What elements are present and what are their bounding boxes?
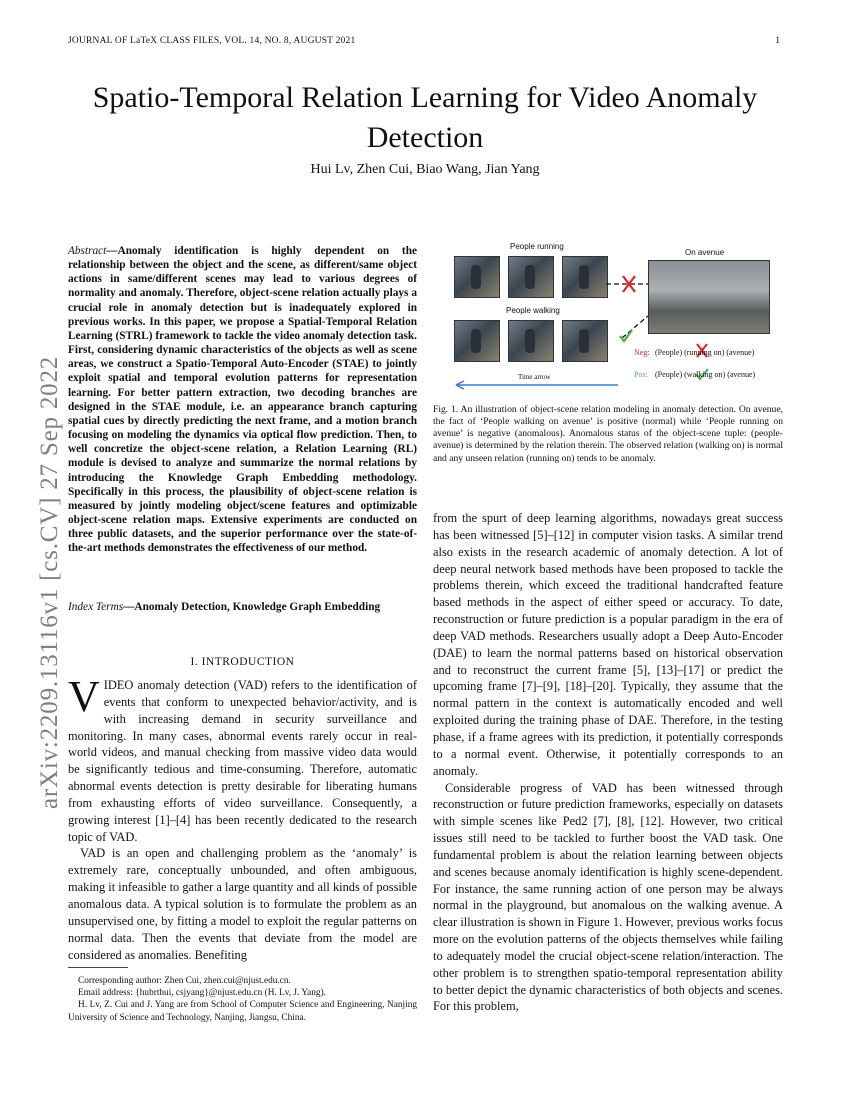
section-heading-introduction: I. INTRODUCTION <box>190 656 295 668</box>
intro-paragraph-1: IDEO anomaly detection (VAD) refers to the identification of events that conform to unexpected behavior/activity, and is with increasing demand in security surveillance and monitoring. In many cases, abnormal events rarely occur in real-world videos, and manual checking from massive video data would be significantly tedious and time-consuming. Therefore, automatic abnormal events detection is pretty desirable for liberating humans from exhausting efforts of video surveillance. Consequently, a growing interest [1]–[4] has been recently dedicated to the research topic of VAD. <box>68 678 417 844</box>
page-number: 1 <box>775 36 780 46</box>
index-terms-text: —Anomaly Detection, Knowledge Graph Embedding <box>123 601 381 613</box>
abstract <box>68 244 417 555</box>
label-people-walking: People walking <box>506 306 560 315</box>
pos-label: Pos: <box>634 370 648 379</box>
pos-tuple: (People) (walking on) (avenue) <box>655 370 756 379</box>
figure-1-caption: Fig. 1. An illustration of object-scene relation modeling in anomaly detection. On avenue, the fact of ‘People walking on avenue’ is positive (normal) while ‘People running on avenue’ is negative (anomalous). Anomalous status of the object-scene tuple: (people-avenue) is determined by the relation therein. The observed relation (walking on) is normal and any unseen relation (running on) tends to be anomaly. <box>433 404 783 464</box>
index-terms-label: Index Terms <box>68 601 124 613</box>
introduction-left-column <box>68 672 417 963</box>
footnote-rule <box>68 967 128 968</box>
intro-paragraph-3: from the spurt of deep learning algorithms, nowadays great success has been witnessed [5]–[12] in computer vision tasks. A similar trend also exists in the research academic of anomaly detection. A lot of deep neural network based methods have been proposed to tackle the problems therein, which exceed the traditional handcrafted feature based methods in the aspect of either speed or accuracy. To date, reconstruction or future prediction is a popular paradigm in the era of deep VAD methods. Researchers usually adopt a Deep Auto-Encoder (DAE) to learn the normal patterns based on historical observation and to reconstruct the current frame [5], [13]–[17] or predict the upcoming frame [7]–[9], [18]–[20]. Typically, they assume that the normal pattern in the context is automatically encoded and well exploited during the training phase of DAE. Therefore, in the testing phase, if a frame agrees with its prediction, it potentially corresponds to a normal event. Otherwise, it potentially corresponds to an anomaly. <box>433 511 783 778</box>
paper-title: Spatio-Temporal Relation Learning for Video Anomaly Detection <box>92 81 758 154</box>
introduction-right-column <box>433 510 783 1015</box>
neg-label: Neg: <box>634 348 650 357</box>
intro-paragraph-4: Considerable progress of VAD has been witnessed through reconstruction or future prediction frameworks, especially on datasets with simple scenes like Ped2 [7], [8], [12]. However, two critical issues still need to be tackled to further boost the VAD task. One fundamental problem is about the relation learning between objects and scenes because anomaly identification is highly scene-dependent. For instance, the same running action of one person may be always normal in the playground, but anomalous on the walking avenue. A clear illustration is shown in Figure 1. However, previous works focus more on the evolution patterns of the objects themselves while failing to adequately model the crucial object-scene relation/interaction. The other problem is to strengthen spatio-temporal representation ability to better depict the dynamic characteristics of both objects and scenes. For this problem, <box>433 780 783 1014</box>
label-people-running: People running <box>510 242 564 251</box>
author-list: Hui Lv, Zhen Cui, Biao Wang, Jian Yang <box>310 162 540 177</box>
walking-relation-line <box>622 316 648 338</box>
footnote-email: Email address: {hubrthui, csjyang}@njust.edu.cn (H. Lv, J. Yang). <box>78 988 326 999</box>
intro-paragraph-2: VAD is an open and challenging problem as the ‘anomaly’ is extremely rare, conceptually unbounded, and often ambiguous, making it infeasible to gather a large quantity and all kinds of possible anomalous data. A typical solution is to formulate the problem as an unsupervised one, by fitting a model to exploit the regular patterns on normal data. Then the events that deviate from the model are considered as anomalies. Benefiting <box>68 846 417 962</box>
footnotes <box>68 975 417 1024</box>
label-on-avenue: On avenue <box>685 248 725 257</box>
time-arrow-label: Time arrow <box>518 373 551 381</box>
running-header: JOURNAL OF LaTeX CLASS FILES, VOL. 14, NO. 8, AUGUST 2021 <box>68 36 356 46</box>
abstract-label: Abstract <box>68 245 107 257</box>
neg-tuple: (People) (running on) (avenue) <box>655 348 755 357</box>
index-terms <box>68 600 417 614</box>
check-mark-icon <box>620 330 632 341</box>
footnote-corresponding: Corresponding author: Zhen Cui, zhen.cui@njust.edu.cn. <box>78 976 291 986</box>
drop-cap: V <box>68 672 100 721</box>
figure-1 <box>440 240 785 395</box>
footnote-affiliation: H. Lv, Z. Cui and J. Yang are from School of Computer Science and Engineering, Nanjing University of Science and Technology, Nanjing, Jiangsu, China. <box>68 1000 417 1023</box>
abstract-text: —Anomaly identification is highly dependent on the relationship between the object and the scene, as different/same object actions in same/different scenes may lead to various degrees of normality and anomaly. Therefore, object-scene relation actually plays a crucial role in anomaly detection but is inadequately explored in previous works. In this paper, we propose a Spatial-Temporal Relation Learning (STRL) framework to tackle the video anomaly detection task. First, considering dynamic characteristics of the objects as well as scene areas, we construct a Spatio-Temporal Auto-Encoder (STAE) to jointly exploit spatial and temporal evolution patterns for representation learning. For better pattern extraction, two decoding branches are designed in the STAE module, i.e. an appearance branch capturing spatial cues by directly predicting the next frame, and a motion branch focusing on modeling the dynamics via optical flow prediction. Then, to well concretize the object-scene relation, a Relation Learning (RL) module is devised to analyze and summarize the normal relations by introducing the Knowledge Graph Embedding methodology. Specifically in this process, the plausibility of object-scene relation is measured by jointly modeling object/scene features and optimizable object-scene relation maps. Extensive experiments are conducted on three public datasets, and the superior performance over the state-of-the-art methods demonstrates the effectiveness of our method. <box>68 245 417 555</box>
arxiv-identifier: arXiv:2209.13116v1 [cs.CV] 27 Sep 2022 <box>36 355 63 809</box>
